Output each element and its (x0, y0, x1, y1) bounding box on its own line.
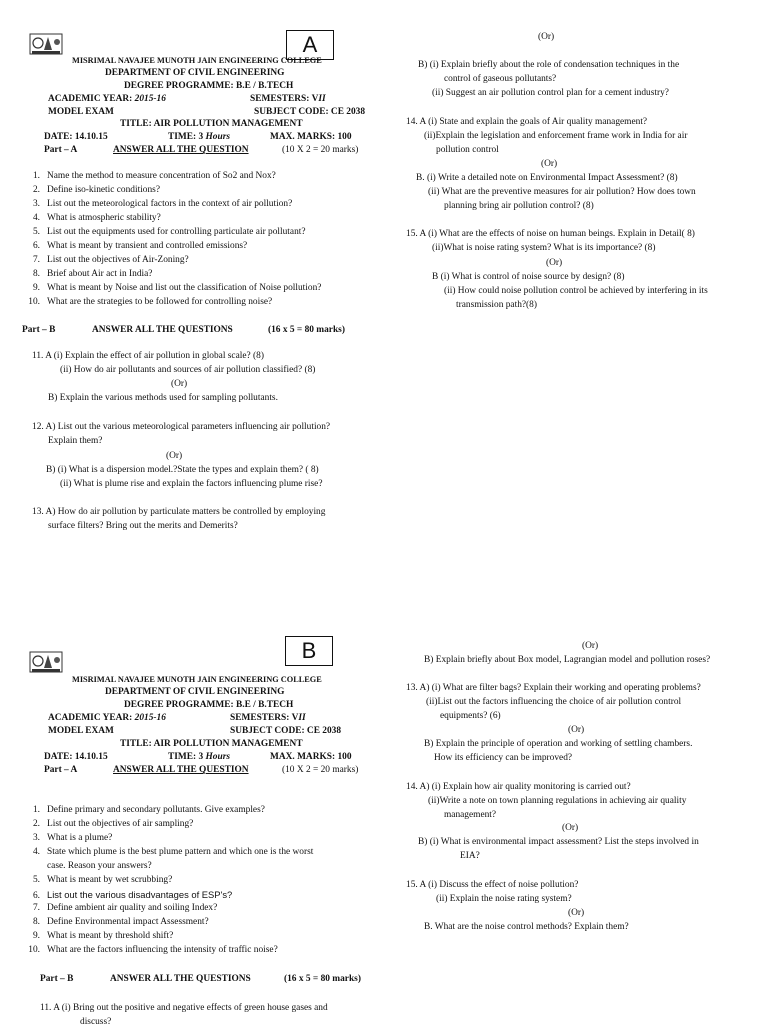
department: DEPARTMENT OF CIVIL ENGINEERING (105, 68, 285, 78)
list-item: B) Explain briefly about Box model, Lagrangian model and pollution roses? (424, 655, 711, 665)
part-b-label: Part – B (40, 974, 74, 984)
department: DEPARTMENT OF CIVIL ENGINEERING (105, 687, 285, 697)
list-item: (ii)Explain the legislation and enforcement frame work in India for air (424, 131, 688, 141)
exam-time: TIME: 3 Hours (168, 132, 230, 142)
list-item: B) Explain the principle of operation and working of settling chambers. (424, 739, 693, 749)
list-item: (ii) How do air pollutants and sources of air pollution classified? (8) (60, 365, 316, 375)
list-item: 4. What is atmospheric stability? (32, 213, 161, 223)
list-item: 1. Name the method to measure concentration of So2 and Nox? (32, 171, 276, 181)
set-label-box: A (286, 30, 334, 60)
list-item: 6. What is meant by transient and controlled emissions? (32, 241, 248, 251)
list-item: B) (i) Explain briefly about the role of condensation techniques in the (418, 60, 680, 70)
list-item: 11. A (i) Bring out the positive and negative effects of green house gases and (40, 1003, 328, 1013)
list-item: 9. What is meant by threshold shift? (32, 931, 174, 941)
list-item: 6. List out the various disadvantages of ESP's? (32, 889, 233, 901)
part-b-marks: (16 x 5 = 80 marks) (284, 974, 361, 984)
list-item: transmission path?(8) (456, 300, 537, 310)
list-item: 8. Brief about Air act in India? (32, 269, 153, 279)
part-b-instruction: ANSWER ALL THE QUESTIONS (92, 325, 233, 335)
exam-type: MODEL EXAM (48, 726, 114, 736)
list-item: 1. Define primary and secondary pollutants. Give examples? (32, 805, 265, 815)
list-item: B) (i) What is a dispersion model.?State the types and explain them? ( 8) (46, 465, 319, 475)
or-separator: (Or) (546, 258, 563, 268)
list-item: 3. List out the meteorological factors in the context of air pollution? (32, 199, 293, 209)
list-item: pollution control (436, 145, 499, 155)
part-a-instruction: ANSWER ALL THE QUESTION (113, 765, 249, 775)
list-item: 5. What is meant by wet scrubbing? (32, 875, 173, 885)
list-item: 2. Define iso-kinetic conditions? (32, 185, 160, 195)
list-item: discuss? (80, 1017, 112, 1027)
part-a-instruction: ANSWER ALL THE QUESTION (113, 145, 249, 155)
list-item: B (i) What is control of noise source by design? (8) (432, 272, 625, 282)
max-marks: MAX. MARKS: 100 (270, 132, 352, 142)
subject-code: SUBJECT CODE: CE 2038 (254, 107, 366, 117)
exam-type: MODEL EXAM (48, 107, 114, 117)
list-item: (ii) Explain the noise rating system? (436, 894, 572, 904)
exam-time: TIME: 3 Hours (168, 752, 230, 762)
list-item: 14. A) (i) Explain how air quality monitoring is carried out? (406, 782, 631, 792)
list-item: surface filters? Bring out the merits and Demerits? (48, 521, 238, 531)
or-separator: (Or) (538, 32, 555, 42)
paper-title: TITLE: AIR POLLUTION MANAGEMENT (120, 739, 303, 749)
part-b-marks: (16 x 5 = 80 marks) (268, 325, 345, 335)
or-separator: (Or) (568, 725, 585, 735)
list-item: (ii)Write a note on town planning regulations in achieving air quality (428, 796, 687, 806)
list-item: case. Reason your answers? (47, 861, 152, 871)
exam-date: DATE: 14.10.15 (44, 752, 108, 762)
or-separator: (Or) (582, 641, 599, 651)
degree-programme: DEGREE PROGRAMME: B.E / B.TECH (124, 81, 294, 91)
part-b-label: Part – B (22, 325, 56, 335)
list-item: 3. What is a plume? (32, 833, 113, 843)
list-item: (ii) What is plume rise and explain the factors influencing plume rise? (60, 479, 323, 489)
part-a-marks: (10 X 2 = 20 marks) (282, 145, 359, 155)
list-item: (ii)What is noise rating system? What is its importance? (8) (432, 243, 656, 253)
degree-programme: DEGREE PROGRAMME: B.E / B.TECH (124, 700, 294, 710)
list-item: planning bring air pollution control? (8) (444, 201, 594, 211)
list-item: (ii) What are the preventive measures for air pollution? How does town (428, 187, 696, 197)
paper-title: TITLE: AIR POLLUTION MANAGEMENT (120, 119, 303, 129)
or-separator: (Or) (541, 159, 558, 169)
list-item: 5. List out the equipments used for controlling particulate air pollutant? (32, 227, 306, 237)
list-item: 4. State which plume is the best plume pattern and which one is the worst (32, 847, 314, 857)
part-b-instruction: ANSWER ALL THE QUESTIONS (110, 974, 251, 984)
list-item: B. (i) Write a detailed note on Environmental Impact Assessment? (8) (416, 173, 678, 183)
list-item: 10. What are the factors influencing the intensity of traffic noise? (28, 945, 278, 955)
list-item: B) Explain the various methods used for sampling pollutants. (48, 393, 278, 403)
list-item: 15. A (i) What are the effects of noise on human beings. Explain in Detail( 8) (406, 229, 695, 239)
list-item: (ii) Suggest an air pollution control plan for a cement industry? (432, 88, 669, 98)
list-item: 14. A (i) State and explain the goals of Air quality management? (406, 117, 648, 127)
set-label-box: B (285, 636, 333, 666)
list-item: 11. A (i) Explain the effect of air pollution in global scale? (8) (32, 351, 264, 361)
list-item: (ii)List out the factors influencing the choice of air pollution control (426, 697, 682, 707)
list-item: 7. List out the objectives of Air-Zoning? (32, 255, 189, 265)
part-a-label: Part – A (44, 765, 78, 775)
list-item: Explain them? (48, 436, 103, 446)
list-item: 13. A) (i) What are filter bags? Explain their working and operating problems? (406, 683, 701, 693)
part-a-label: Part – A (44, 145, 78, 155)
semester: SEMESTERS: VII (230, 713, 306, 723)
or-separator: (Or) (166, 451, 183, 461)
college-logo-icon (28, 30, 64, 58)
max-marks: MAX. MARKS: 100 (270, 752, 352, 762)
list-item: B. What are the noise control methods? Explain them? (424, 922, 629, 932)
list-item: 7. Define ambient air quality and soiling Index? (32, 903, 218, 913)
list-item: 15. A (i) Discuss the effect of noise pollution? (406, 880, 579, 890)
list-item: How its efficiency can be improved? (434, 753, 573, 763)
subject-code: SUBJECT CODE: CE 2038 (230, 726, 342, 736)
or-separator: (Or) (171, 379, 188, 389)
list-item: 10. What are the strategies to be followed for controlling noise? (28, 297, 273, 307)
list-item: management? (444, 810, 497, 820)
list-item: 13. A) How do air pollution by particulate matters be controlled by employing (32, 507, 326, 517)
list-item: B) (i) What is environmental impact assessment? List the steps involved in (418, 837, 699, 847)
list-item: 9. What is meant by Noise and list out the classification of Noise pollution? (32, 283, 322, 293)
or-separator: (Or) (568, 908, 585, 918)
academic-year: ACADEMIC YEAR: 2015-16 (48, 713, 166, 723)
list-item: 12. A) List out the various meteorological parameters influencing air pollution? (32, 422, 331, 432)
list-item: (ii) How could noise pollution control be achieved by interfering in its (444, 286, 708, 296)
college-name: MISRIMAL NAVAJEE MUNOTH JAIN ENGINEERING COLLEGE (72, 675, 322, 684)
list-item: control of gaseous pollutants? (444, 74, 557, 84)
or-separator: (Or) (562, 823, 579, 833)
academic-year: ACADEMIC YEAR: 2015-16 (48, 94, 166, 104)
semester: SEMESTERS: VII (250, 94, 326, 104)
college-name: MISRIMAL NAVAJEE MUNOTH JAIN ENGINEERING COLLEGE (72, 56, 322, 65)
list-item: 2. List out the objectives of air sampling? (32, 819, 194, 829)
list-item: equipments? (6) (440, 711, 501, 721)
exam-date: DATE: 14.10.15 (44, 132, 108, 142)
list-item: EIA? (460, 851, 480, 861)
college-logo-icon (28, 648, 64, 676)
list-item: 8. Define Environmental impact Assessment? (32, 917, 209, 927)
part-a-marks: (10 X 2 = 20 marks) (282, 765, 359, 775)
